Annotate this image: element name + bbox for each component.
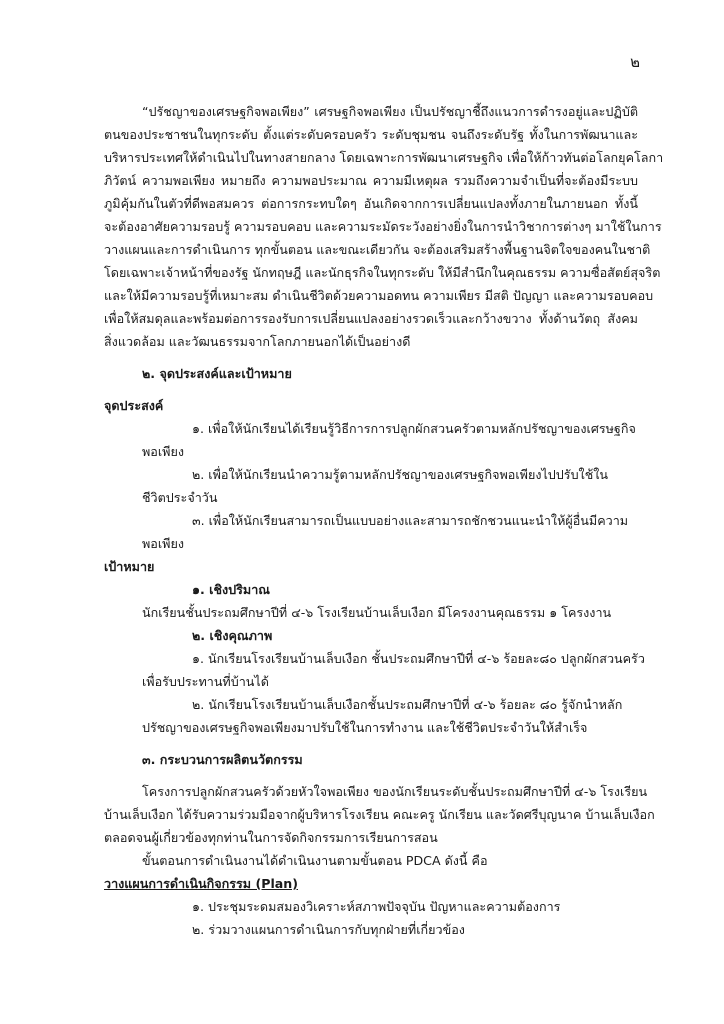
quality-item-cont: ปรัชญาของเศรษฐกิจพอเพียงมาปรับใช้ในการทำงาน และใช้ชีวิตประจำวันให้สำเร็จ <box>142 720 588 735</box>
section-heading: ๒. จุดประสงค์และเป้าหมาย <box>142 366 292 381</box>
objective-item: ๓. เพื่อให้นักเรียนสามารถเป็นแบบอย่างและสามารถชักชวนแนะนำให้ผู้อื่นมีความ <box>192 513 629 528</box>
quality-item: ๒. นักเรียนโรงเรียนบ้านเล็บเงือกชั้นประถมศึกษาปีที่ ๔-๖ ร้อยละ ๘๐ รู้จักนำหลัก <box>192 697 623 712</box>
intro-line: ตนของประชาชนในทุกระดับ ตั้งแต่ระดับครอบครัว ระดับชุมชน จนถึงระดับรัฐ ทั้งในการพัฒนาและ <box>104 127 638 142</box>
quantity-heading: ๑. เชิงปริมาณ <box>192 582 270 597</box>
plan-item: ๒. ร่วมวางแผนการดำเนินการกับทุกฝ่ายที่เกี่ยวข้อง <box>192 922 465 937</box>
intro-line: โดยเฉพาะเจ้าหน้าที่ของรัฐ นักทฤษฎี และนักธุรกิจในทุกระดับ ให้มีสำนึกในคุณธรรม ความซื่อสัตย์สุจริต <box>104 265 661 280</box>
objective-item-cont: พอเพียง <box>142 444 184 459</box>
intro-line: บริหารประเทศให้ดำเนินไปในทางสายกลาง โดยเฉพาะการพัฒนาเศรษฐกิจ เพื่อให้ก้าวทันต่อโลกยุคโลกา <box>104 150 664 165</box>
intro-line: วางแผนและการดำเนินการ ทุกขั้นตอน และขณะเดียวกัน จะต้องเสริมสร้างพื้นฐานจิตใจของคนในชาติ <box>104 242 651 257</box>
objective-item-cont: ชีวิตประจำวัน <box>142 490 218 505</box>
process-line: บ้านเล็บเงือก ได้รับความร่วมมือจากผู้บริหารโรงเรียน คณะครู นักเรียน และวัดศรีบุญนาค บ้านเล็บเงือก <box>104 807 655 822</box>
objectives-label: จุดประสงค์ <box>104 398 164 413</box>
quality-item: ๑. นักเรียนโรงเรียนบ้านเล็บเงือก ชั้นประถมศึกษาปีที่ ๔-๖ ร้อยละ๘๐ ปลูกผักสวนครัว <box>192 651 645 666</box>
page-number: ๒ <box>630 53 640 71</box>
quality-item-cont: เพื่อรับประทานที่บ้านได้ <box>142 674 269 689</box>
intro-line: “ปรัชญาของเศรษฐกิจพอเพียง” เศรษฐกิจพอเพียง เป็นปรัชญาชี้ถึงแนวการดำรงอยู่และปฏิบัติ <box>142 104 638 119</box>
quantity-text: นักเรียนชั้นประถมศึกษาปีที่ ๔-๖ โรงเรียนบ้านเล็บเงือก มีโครงงานคุณธรรม ๑ โครงงาน <box>142 605 612 620</box>
process-line: ตลอดจนผู้เกี่ยวข้องทุกท่านในการจัดกิจกรรมการเรียนการสอน <box>104 830 438 845</box>
pdca-line: ขั้นตอนการดำเนินงานได้ดำเนินงานตามขั้นตอน PDCA ดังนี้ คือ <box>142 853 488 868</box>
intro-line: ภูมิคุ้มกันในตัวที่ดีพอสมควร ต่อการกระทบใดๆ อันเกิดจากการเปลี่ยนแปลงทั้งภายในภายนอก ทั้งนี้ <box>104 196 638 211</box>
objective-item: ๒. เพื่อให้นักเรียนนำความรู้ตามหลักปรัชญาของเศรษฐกิจพอเพียงไปปรับใช้ใน <box>192 467 609 482</box>
plan-item: ๑. ประชุมระดมสมองวิเคราะห์สภาพปัจจุบัน ปัญหาและความต้องการ <box>192 899 561 914</box>
plan-heading: วางแผนการดำเนินกิจกรรม (Plan) <box>104 876 298 891</box>
intro-line: ภิวัตน์ ความพอเพียง หมายถึง ความพอประมาณ ความมีเหตุผล รวมถึงความจำเป็นที่จะต้องมีระบบ <box>104 173 638 188</box>
intro-line: จะต้องอาศัยความรอบรู้ ความรอบคอบ และความระมัดระวังอย่างยิ่งในการนำวิชาการต่างๆ มาใช้ในการ <box>104 219 662 234</box>
quality-heading: ๒. เชิงคุณภาพ <box>192 628 273 643</box>
intro-line: เพื่อให้สมดุลและพร้อมต่อการรองรับการเปลี่ยนแปลงอย่างรวดเร็วและกว้างขวาง ทั้งด้านวัตถุ สังคม <box>104 311 638 326</box>
document-body <box>104 100 664 941</box>
intro-line: สิ่งแวดล้อม และวัฒนธรรมจากโลกภายนอกได้เป็นอย่างดี <box>104 334 411 349</box>
objective-item: ๑. เพื่อให้นักเรียนได้เรียนรู้วิธีการการปลูกผักสวนครัวตามหลักปรัชญาของเศรษฐกิจ <box>192 421 636 436</box>
objective-item-cont: พอเพียง <box>142 536 184 551</box>
goals-label: เป้าหมาย <box>104 559 155 574</box>
section-heading: ๓. กระบวนการผลิตนวัตกรรม <box>142 752 303 767</box>
intro-line: และให้มีความรอบรู้ที่เหมาะสม ดำเนินชีวิตด้วยความอดทน ความเพียร มีสติ ปัญญา และความรอบคอบ <box>104 288 654 303</box>
process-line: โครงการปลูกผักสวนครัวด้วยหัวใจพอเพียง ของนักเรียนระดับชั้นประถมศึกษาปีที่ ๔-๖ โรงเรียน <box>142 784 648 799</box>
